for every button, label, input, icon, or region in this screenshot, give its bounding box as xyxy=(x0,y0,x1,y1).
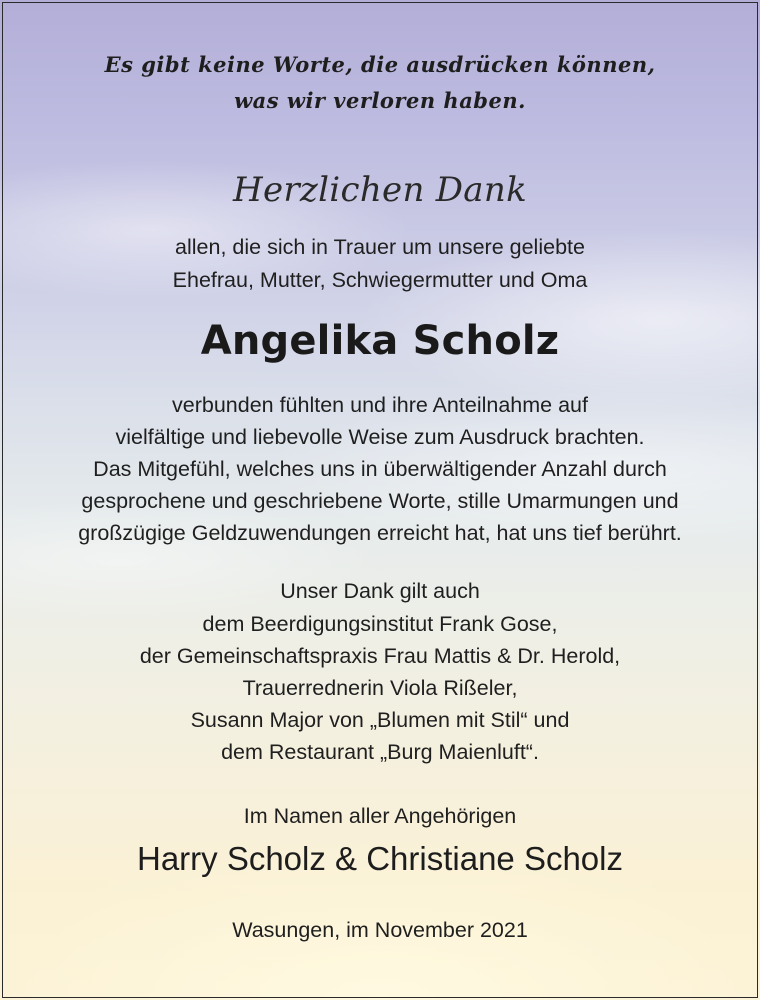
thanks-line-5: Susann Major von „Blumen mit Stil“ und xyxy=(190,708,570,732)
paragraph-line-4: gesprochene und geschriebene Worte, stille Umarmungen und xyxy=(81,489,679,513)
place-date: Wasungen, im November 2021 xyxy=(232,918,528,942)
quote-line-2: was wir verloren haben. xyxy=(234,88,526,113)
paragraph-line-1: verbunden fühlten und ihre Anteilnahme auf xyxy=(172,393,588,417)
intro-line-1: allen, die sich in Trauer um unsere geliebte xyxy=(175,235,585,259)
quote-line-1: Es gibt keine Worte, die ausdrücken können, xyxy=(104,52,656,77)
signers-names: Harry Scholz & Christiane Scholz xyxy=(136,840,623,877)
heading-herzlichen-dank: Herzlichen Dank xyxy=(233,170,527,210)
deceased-name: Angelika Scholz xyxy=(200,318,560,364)
paragraph-line-5: großzügige Geldzuwendungen erreicht hat, hat uns tief berührt. xyxy=(78,521,682,545)
thanks-line-3: der Gemeinschaftspraxis Frau Mattis & Dr. Herold, xyxy=(139,644,621,668)
thanks-line-2: dem Beerdigungsinstitut Frank Gose, xyxy=(202,612,558,636)
thanks-line-1: Unser Dank gilt auch xyxy=(280,579,480,603)
thanks-line-4: Trauerrednerin Viola Rißeler, xyxy=(242,676,518,700)
on-behalf-line: Im Namen aller Angehörigen xyxy=(243,804,517,828)
thanks-line-6: dem Restaurant „Burg Maienluft“. xyxy=(221,740,539,764)
paragraph-line-3: Das Mitgefühl, welches uns in überwältigender Anzahl durch xyxy=(93,457,667,481)
paragraph-line-2: vielfältige und liebevolle Weise zum Ausdruck brachten. xyxy=(115,425,645,449)
intro-line-2: Ehefrau, Mutter, Schwiegermutter und Oma xyxy=(172,268,588,292)
